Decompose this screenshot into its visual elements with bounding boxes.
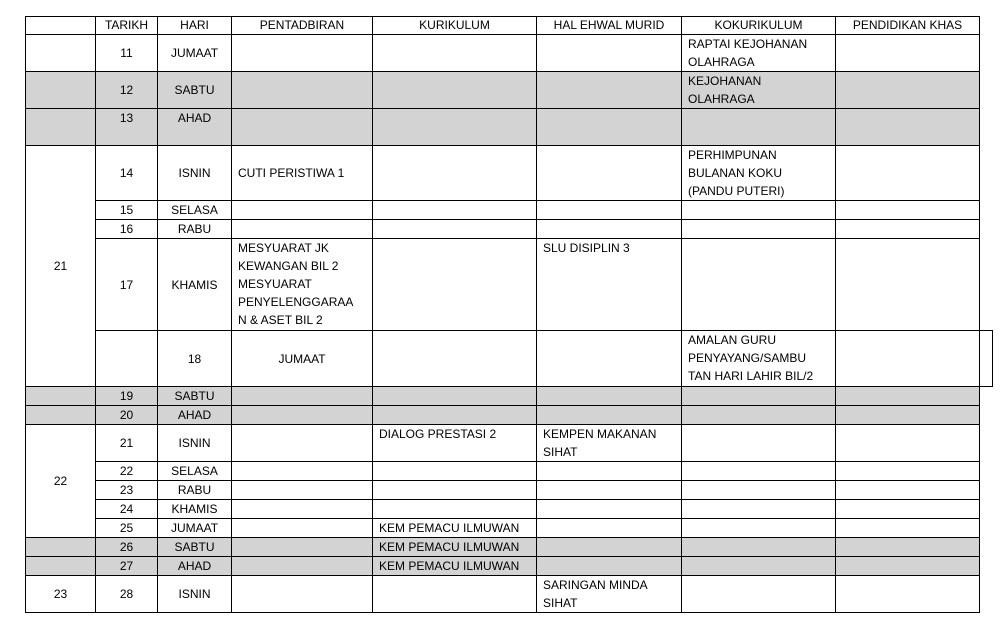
tarikh-cell: 16 [96, 220, 158, 239]
header-pentadbiran: PENTADBIRAN [232, 17, 373, 35]
pentadbiran-cell [232, 201, 373, 220]
hem-cell: KEMPEN MAKANAN SIHAT [537, 425, 682, 462]
week-number-cell: 22 [26, 425, 96, 538]
pentadbiran-cell [232, 425, 373, 462]
kokurikulum-cell [682, 538, 836, 557]
tarikh-cell: 19 [96, 387, 158, 406]
table-row [26, 387, 993, 406]
pentadbiran-cell [232, 500, 373, 519]
kurikulum-cell: KEM PEMACU ILMUWAN [373, 538, 537, 557]
pendidikan-khas-cell [836, 576, 980, 613]
pendidikan-khas-cell [836, 109, 980, 146]
hem-cell: AMALAN GURU PENYAYANG/SAMBU TAN HARI LAHIR BIL/2 [682, 331, 836, 387]
pendidikan-khas-cell [836, 406, 980, 425]
table-row [26, 220, 993, 239]
table-row [26, 557, 993, 576]
tarikh-cell: 13 [96, 109, 158, 146]
kurikulum-cell [373, 481, 537, 500]
header-tarikh: TARIKH [96, 17, 158, 35]
pendidikan-khas-cell [836, 146, 980, 201]
kurikulum-cell: DIALOG PRESTASI 2 [373, 425, 537, 462]
pendidikan-khas-cell [836, 239, 980, 331]
tarikh-cell: 12 [96, 72, 158, 109]
pendidikan-khas-cell [836, 481, 980, 500]
kokurikulum-cell: RAPTAI KEJOHANAN OLAHRAGA [682, 35, 836, 72]
kurikulum-cell [373, 462, 537, 481]
tarikh-cell: 28 [96, 576, 158, 613]
table-row [26, 109, 993, 146]
pendidikan-khas-cell [836, 557, 980, 576]
tarikh-cell: 24 [96, 500, 158, 519]
hari-cell: KHAMIS [158, 500, 232, 519]
week-cell [26, 538, 96, 557]
hari-cell: JUMAAT [158, 35, 232, 72]
hari-cell: JUMAAT [232, 331, 373, 387]
hem-cell [537, 462, 682, 481]
kurikulum-cell [373, 239, 537, 331]
pentadbiran-cell [232, 109, 373, 146]
table-row [26, 538, 993, 557]
kokurikulum-cell [682, 220, 836, 239]
hari-cell: AHAD [158, 406, 232, 425]
pendidikan-khas-cell [836, 425, 980, 462]
kurikulum-cell [373, 406, 537, 425]
kokurikulum-cell [682, 387, 836, 406]
pentadbiran-cell [232, 220, 373, 239]
table-row [26, 146, 993, 201]
kokurikulum-cell [836, 331, 980, 387]
kurikulum-cell [373, 35, 537, 72]
pentadbiran-cell [232, 576, 373, 613]
tarikh-cell: 21 [96, 425, 158, 462]
kurikulum-cell [537, 331, 682, 387]
table-row [26, 481, 993, 500]
hari-cell: ISNIN [158, 146, 232, 201]
header-hal-ehwal-murid: HAL EHWAL MURID [537, 17, 682, 35]
kokurikulum-cell [682, 500, 836, 519]
hem-cell [537, 538, 682, 557]
pentadbiran-cell [232, 387, 373, 406]
hem-cell [537, 481, 682, 500]
tarikh-cell: 26 [96, 538, 158, 557]
hari-cell: SELASA [158, 462, 232, 481]
kurikulum-cell [373, 72, 537, 109]
header-kokurikulum: KOKURIKULUM [682, 17, 836, 35]
tarikh-cell: 11 [96, 35, 158, 72]
hem-cell: SARINGAN MINDA SIHAT [537, 576, 682, 613]
hari-cell: SELASA [158, 201, 232, 220]
kokurikulum-cell [682, 481, 836, 500]
hem-cell: SLU DISIPLIN 3 [537, 239, 682, 331]
week-cell [26, 72, 96, 109]
hari-cell: RABU [158, 220, 232, 239]
kokurikulum-cell [682, 406, 836, 425]
tarikh-cell: 18 [158, 331, 232, 387]
kokurikulum-cell [682, 201, 836, 220]
pentadbiran-cell: MESYUARAT JK KEWANGAN BIL 2 MESYUARAT PENYELENGGARAA N & ASET BIL 2 [232, 239, 373, 331]
kokurikulum-cell [682, 109, 836, 146]
hem-cell [537, 72, 682, 109]
kurikulum-cell [373, 500, 537, 519]
hari-cell: SABTU [158, 538, 232, 557]
pentadbiran-cell [232, 481, 373, 500]
pendidikan-khas-cell [836, 387, 980, 406]
pentadbiran-cell [232, 406, 373, 425]
kokurikulum-cell: PERHIMPUNAN BULANAN KOKU (PANDU PUTERI) [682, 146, 836, 201]
kurikulum-cell [373, 387, 537, 406]
pendidikan-khas-cell [836, 72, 980, 109]
table-row [26, 406, 993, 425]
table-row [26, 519, 993, 538]
hari-cell: AHAD [158, 557, 232, 576]
hem-cell [537, 557, 682, 576]
week-cell [26, 406, 96, 425]
week-cell [26, 557, 96, 576]
pendidikan-khas-cell [836, 35, 980, 72]
kokurikulum-cell [682, 557, 836, 576]
week-cell [96, 331, 158, 387]
tarikh-cell: 22 [96, 462, 158, 481]
hari-cell: AHAD [158, 109, 232, 146]
pendidikan-khas-cell [836, 519, 980, 538]
kurikulum-cell [373, 220, 537, 239]
table-row [26, 331, 993, 387]
kokurikulum-cell [682, 576, 836, 613]
week-cell [26, 387, 96, 406]
pendidikan-khas-cell [836, 201, 980, 220]
school-calendar-table [25, 16, 993, 613]
kokurikulum-cell: KEJOHANAN OLAHRAGA [682, 72, 836, 109]
table-row [26, 462, 993, 481]
kurikulum-cell: KEM PEMACU ILMUWAN [373, 519, 537, 538]
header-hari: HARI [158, 17, 232, 35]
hari-cell: ISNIN [158, 576, 232, 613]
pentadbiran-cell [232, 35, 373, 72]
hari-cell: JUMAAT [158, 519, 232, 538]
pentadbiran-cell: CUTI PERISTIWA 1 [232, 146, 373, 201]
hem-cell [537, 387, 682, 406]
header-week [26, 17, 96, 35]
pendidikan-khas-cell [980, 331, 993, 387]
pentadbiran-cell [373, 331, 537, 387]
pentadbiran-cell [232, 519, 373, 538]
hem-cell [537, 406, 682, 425]
hem-cell [537, 35, 682, 72]
pentadbiran-cell [232, 72, 373, 109]
kokurikulum-cell [682, 425, 836, 462]
tarikh-cell: 14 [96, 146, 158, 201]
table-row [26, 35, 993, 72]
table-row [26, 72, 993, 109]
hem-cell [537, 519, 682, 538]
pendidikan-khas-cell [836, 538, 980, 557]
hem-cell [537, 220, 682, 239]
hem-cell [537, 146, 682, 201]
tarikh-cell: 15 [96, 201, 158, 220]
pentadbiran-cell [232, 538, 373, 557]
tarikh-cell: 20 [96, 406, 158, 425]
table-row [26, 576, 993, 613]
week-cell [26, 109, 96, 146]
pentadbiran-cell [232, 462, 373, 481]
table-row [26, 201, 993, 220]
pendidikan-khas-cell [836, 462, 980, 481]
tarikh-cell: 23 [96, 481, 158, 500]
week-number-cell: 21 [26, 146, 96, 387]
kokurikulum-cell [682, 462, 836, 481]
kurikulum-cell [373, 201, 537, 220]
pendidikan-khas-cell [836, 220, 980, 239]
header-pendidikan-khas: PENDIDIKAN KHAS [836, 17, 980, 35]
kurikulum-cell [373, 109, 537, 146]
hari-cell: RABU [158, 481, 232, 500]
hari-cell: SABTU [158, 387, 232, 406]
hem-cell [537, 109, 682, 146]
header-kurikulum: KURIKULUM [373, 17, 537, 35]
kurikulum-cell [373, 146, 537, 201]
week-cell [26, 35, 96, 72]
hem-cell [537, 500, 682, 519]
table-row [26, 239, 993, 331]
tarikh-cell: 17 [96, 239, 158, 331]
hari-cell: SABTU [158, 72, 232, 109]
pentadbiran-cell [232, 557, 373, 576]
kokurikulum-cell [682, 239, 836, 331]
header-row [26, 17, 993, 35]
week-number-cell: 23 [26, 576, 96, 613]
kokurikulum-cell [682, 519, 836, 538]
table-row [26, 425, 993, 462]
tarikh-cell: 25 [96, 519, 158, 538]
tarikh-cell: 27 [96, 557, 158, 576]
table-row [26, 500, 993, 519]
pendidikan-khas-cell [836, 500, 980, 519]
hari-cell: ISNIN [158, 425, 232, 462]
kurikulum-cell: KEM PEMACU ILMUWAN [373, 557, 537, 576]
kurikulum-cell [373, 576, 537, 613]
hem-cell [537, 201, 682, 220]
hari-cell: KHAMIS [158, 239, 232, 331]
